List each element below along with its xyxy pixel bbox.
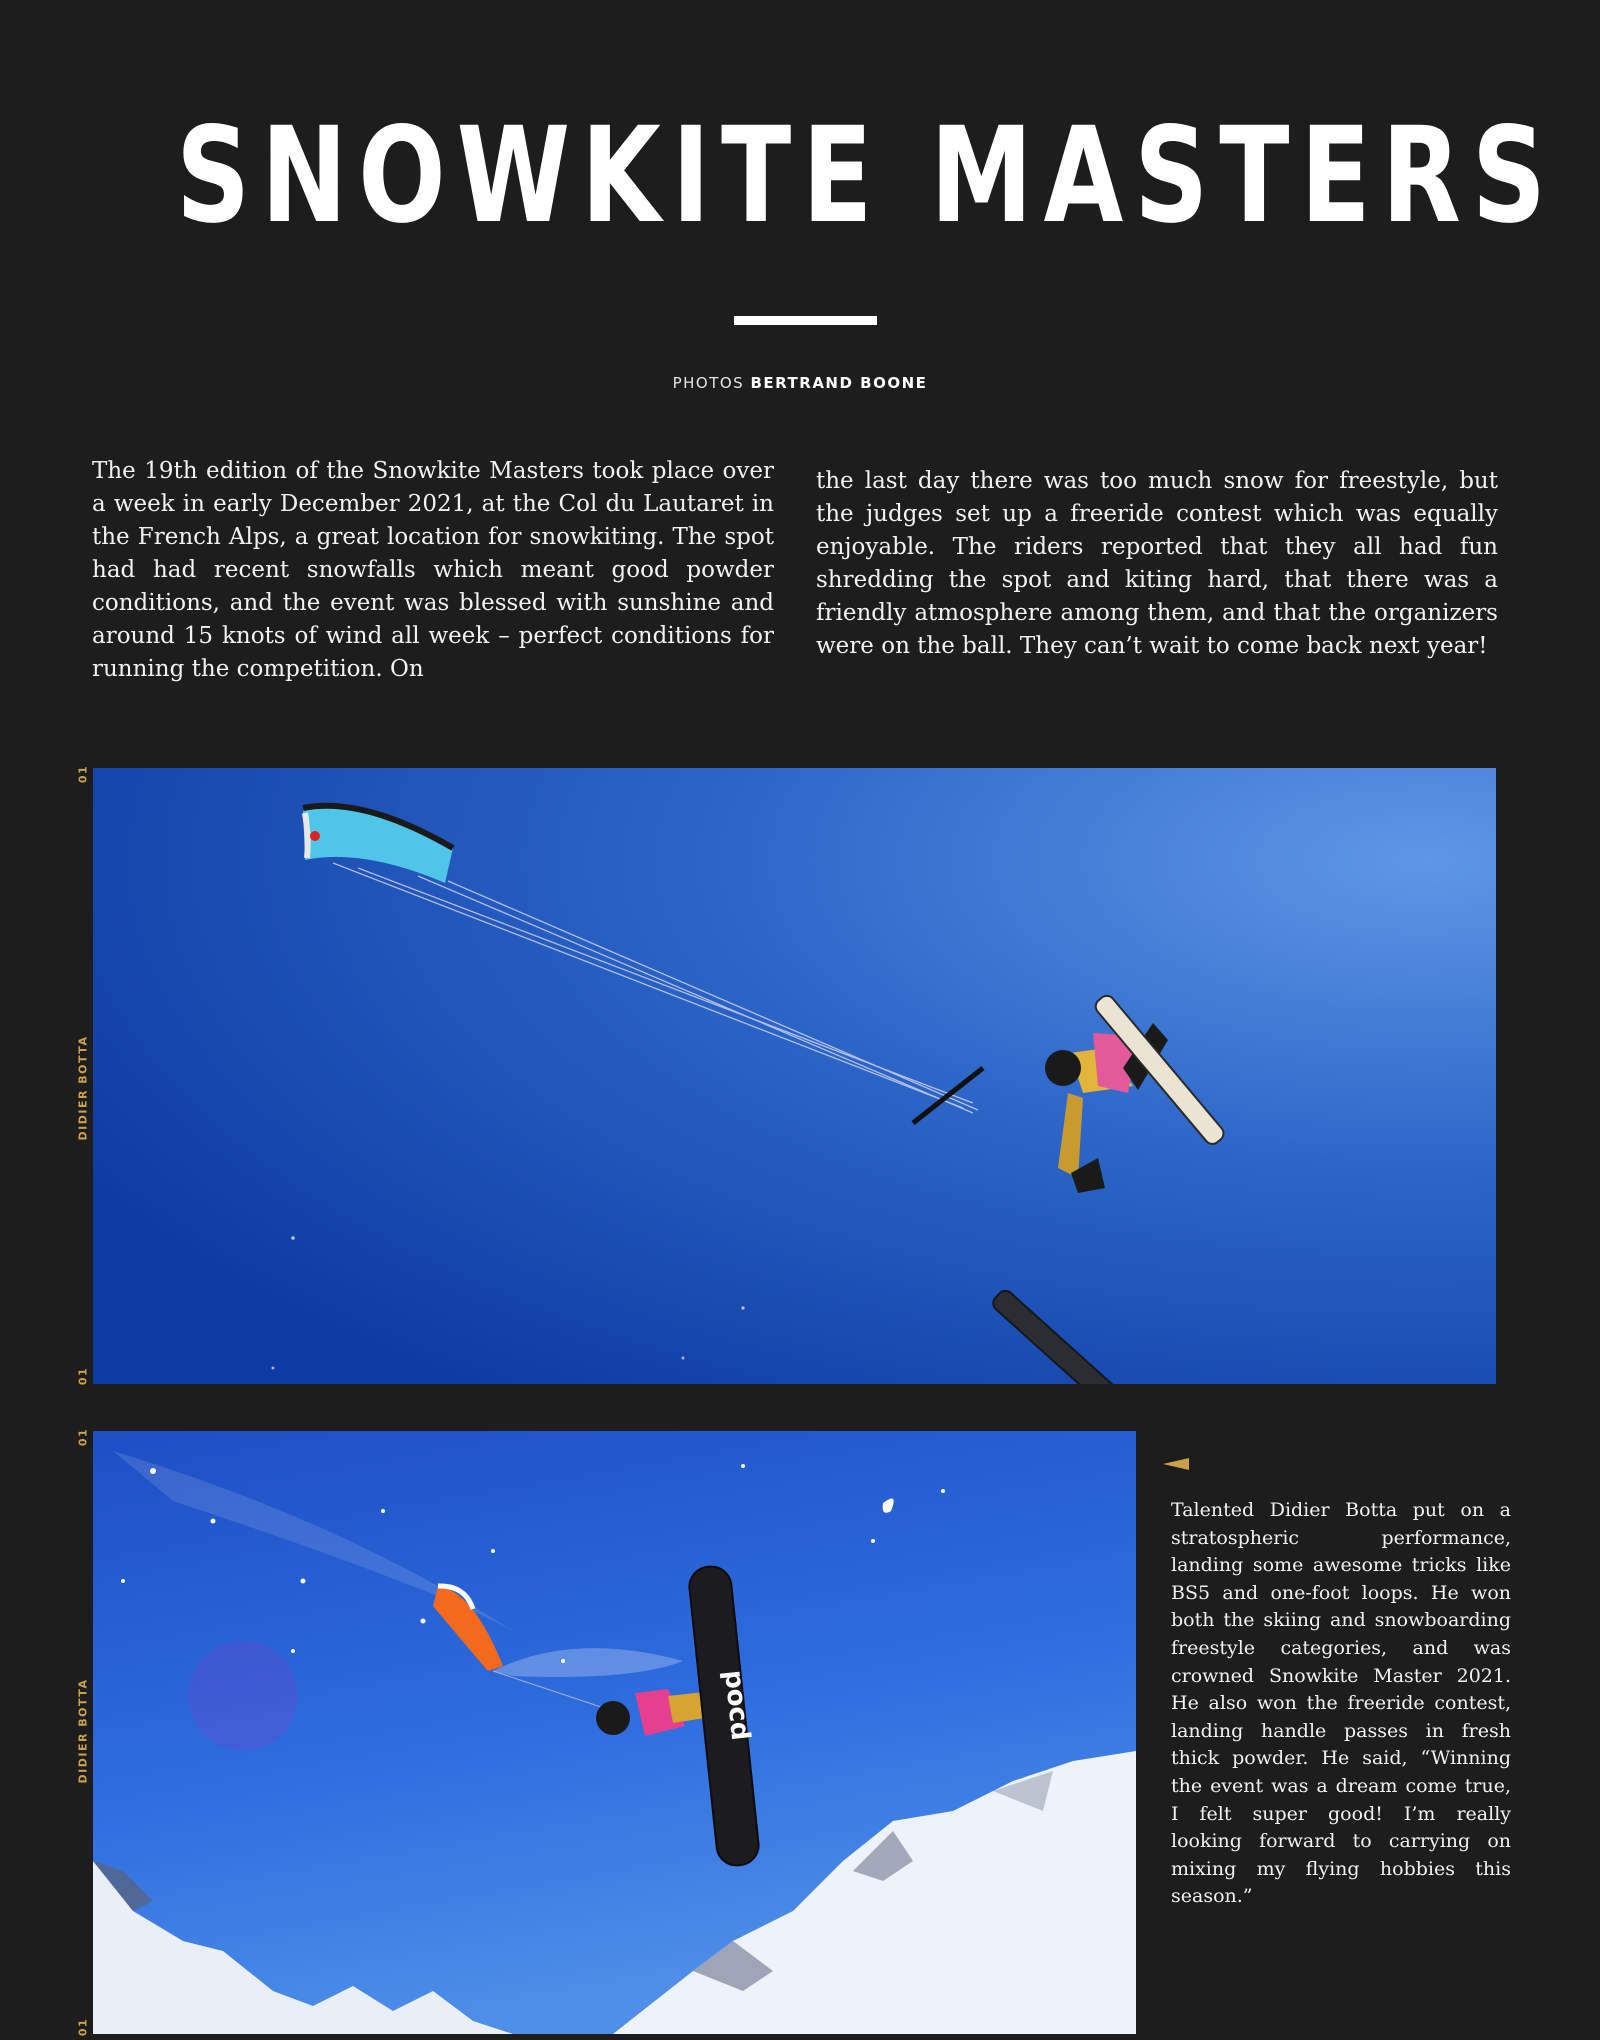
photo-caption: Talented Didier Botta put on a stratospheric performance, landing some awesome tricks like BS5 and one-foot loops. He won both the skiing and snowboarding freestyle categories, and was crowned Snowkite Master 2021. He also won the freeride contest, landing handle passes in fresh thick powder. He said, “Winning the event was a dream come true, I felt super good! I’m really looking forward to carrying on mixing my flying hobbies this season.” <box>1171 1499 1511 1908</box>
intro-column-1: The 19th edition of the Snowkite Masters took place over a week in early December 2021, at the Col du Lautaret in the French Alps, a great location for snowkiting. The spot had had recent snowfalls which meant good powder conditions, and the event was blessed with sunshine and around 15 knots of wind all week – perfect conditions for running the competition. On <box>92 458 774 682</box>
photo-number-top: 01 <box>76 1427 90 1447</box>
photographer-name: BERTRAND BOONE <box>750 374 928 392</box>
photo-number-bottom: 01 <box>76 2017 90 2037</box>
title-divider <box>734 316 877 325</box>
svg-text:pocd: pocd <box>718 1668 756 1742</box>
intro-column-2: the last day there was too much snow for freestyle, but the judges set up a freeride contest which was equally enjoyable. The riders reported that they all had fun shredding the spot and kiting hard, that there was a friendly atmosphere among them, and that the organizers were on the ball. They can’t wait to come back next year! <box>816 468 1498 659</box>
photo-number-top: 01 <box>76 764 90 784</box>
photo-credit-label: PHOTOS <box>672 374 745 392</box>
photo-number-bottom: 01 <box>76 1366 90 1386</box>
rider-credit: DIDIER BOTTA <box>76 1035 90 1141</box>
side-credit-2 <box>73 1427 93 2037</box>
photo-ski-kite-jump <box>93 768 1496 1384</box>
photo-credit <box>0 374 1600 392</box>
caption-arrow-icon <box>1163 1458 1189 1470</box>
photo-snowboard-kite-jump <box>93 1431 1136 2034</box>
rider-credit: DIDIER BOTTA <box>76 1678 90 1784</box>
side-credit-1 <box>73 764 93 1386</box>
article-title: SNOWKITE MASTERS <box>176 99 1557 253</box>
